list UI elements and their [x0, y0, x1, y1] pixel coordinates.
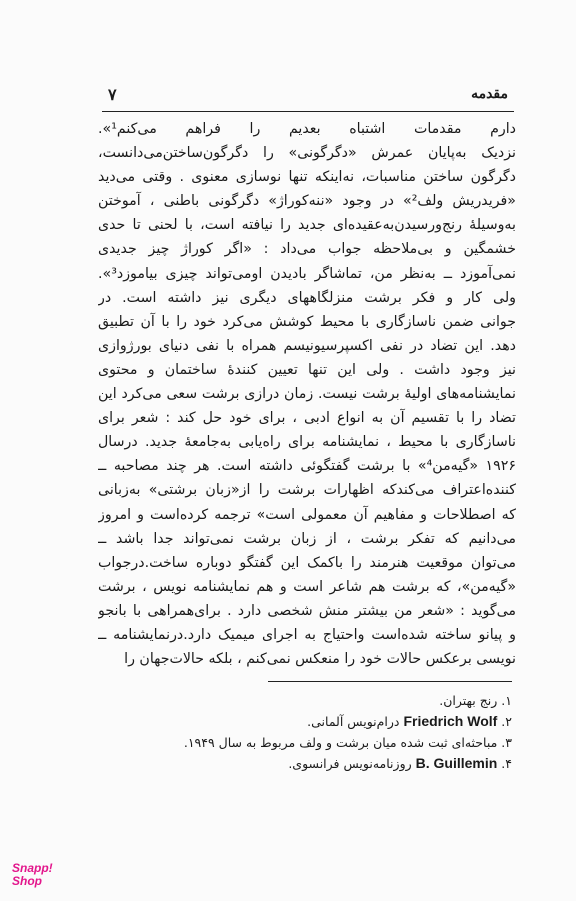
logo-line-1: Snapp!: [12, 861, 53, 875]
text-line: ولی کار و فکر برشت منزلگاههای دیگری نیز داشته است. در: [98, 289, 516, 306]
footnote-text: رنج بهتران.: [439, 693, 498, 708]
text-line: می‌گوید : «شعر من بیشتر منش شخصی دارد . برای‌همراهی با بانجو: [98, 602, 516, 619]
text-line: ۱۹۲۶ «گیه‌من⁴» با برشت گفتگوئی داشته است. هر چند مصاحبه ــ: [98, 458, 516, 475]
footnote: [160, 690, 512, 711]
text-line: که اصطلاحات و مفاهیم آن معمولی است» ترجمه کرده‌است و امروز: [98, 506, 516, 523]
header-divider: [102, 111, 514, 112]
footnote-text: روزنامه‌نویس فرانسوی.: [288, 756, 412, 771]
text-line: دگرگون ساختن مناسبات، نه‌اینکه تنها نوسازی معنوی . وقتی می‌دید: [98, 169, 516, 186]
text-line: نمایشنامه‌های اولیهٔ برشت نیست. زمان درازی برشت سعی می‌کرد این: [98, 386, 516, 403]
text-line: «فریدریش ولف²» در وجود «ننه‌کوراژ» دگرگونی باطنی ، آموختن: [98, 193, 516, 210]
text-line: نیز وجود داشت . ولی این تنها تعیین کنندهٔ ساختمان و محتوی: [98, 361, 516, 378]
footnote-text: مباحثه‌ای ثبت شده میان برشت و ولف مربوط به سال ۱۹۴۹.: [183, 735, 498, 750]
footnote-latin-name: Friedrich Wolf: [403, 713, 498, 729]
snappshop-logo: [12, 862, 60, 888]
text-line: می‌دانیم که تفکر برشت ، از زبان برشت نمی‌تواند جدا باشد ــ: [98, 530, 516, 547]
running-header: [102, 86, 512, 108]
footnote: [160, 732, 512, 753]
text-line: تضاد را با تقسیم آن به انواع ادبی ، برای خود حل کند : شعر برای: [98, 410, 516, 427]
text-line: «گیه‌من»، که برشت هم شاعر است و هم نمایشنامه نویس ، برشت: [98, 578, 516, 595]
text-line: نمی‌آموزد ــ به‌نظر من، تماشاگر بادیدن اومی‌تواند چیزی بیاموزد³».: [98, 265, 516, 282]
logo-line-2: Shop: [12, 874, 42, 888]
chapter-title: مقدمه: [471, 86, 508, 102]
text-line: دارم مقدمات اشتباه بعدیم را فراهم می‌کنم¹».: [98, 121, 516, 137]
text-line: و پیانو ساخته شده‌است واحتیاج به اجرای میمیک دارد.درنمایشنامه ــ: [98, 626, 516, 643]
footnote-number: ۳.: [501, 735, 512, 750]
text-line: جوانی ضمن ناسازگاری با محیط کوشش می‌کرد خود را با آن تطبیق: [98, 313, 516, 330]
footnote: [160, 753, 512, 774]
page-number: ۷: [108, 85, 117, 104]
footnote-number: ۴.: [501, 756, 512, 771]
text-line: می‌توان موقعیت هنرمند را باکمک این گفتگو دوباره ساخت.درجواب: [98, 554, 516, 571]
text-line: ناسازگاری با محیط ، نمایشنامه برای راه‌یابی به‌جامعهٔ جدید. درسال: [98, 434, 516, 451]
body-text: [98, 117, 516, 671]
footnote: [160, 711, 512, 732]
footnote-divider: [268, 681, 512, 682]
footnote-text: درام‌نویس آلمانی.: [307, 714, 400, 729]
text-line: خشمگین و بی‌ملاحظه جواب می‌داد : «اگر کوراژ چیز جدیدی: [98, 241, 516, 258]
footnote-number: ۱.: [501, 693, 512, 708]
footnote-latin-name: B. Guillemin: [415, 755, 498, 771]
text-line: نویسی برعکس حالات خود را منعکس نمی‌کنم ، بلکه حالات‌جهان را: [124, 651, 516, 668]
text-line: به‌وسیلهٔ رنج‌ورسیدن‌به‌عقیده‌ای جدید را نیافته است، با لحنی تا حدی: [98, 217, 516, 234]
text-line: دهد. این تضاد در نفی اکسپرسیونیسم همراه با نفی دنیای بورژوازی: [98, 337, 516, 354]
text-line: کننده‌اعتراف می‌کندکه اظهارات برشت را از«زبان برشتی» به‌زبانی: [98, 482, 516, 499]
text-line: نزدیک به‌پایان عمرش «دگرگونی» را دگرگون‌ساختن‌می‌دانست،: [98, 145, 516, 162]
footnote-number: ۲.: [501, 714, 512, 729]
footnotes: [160, 690, 512, 774]
